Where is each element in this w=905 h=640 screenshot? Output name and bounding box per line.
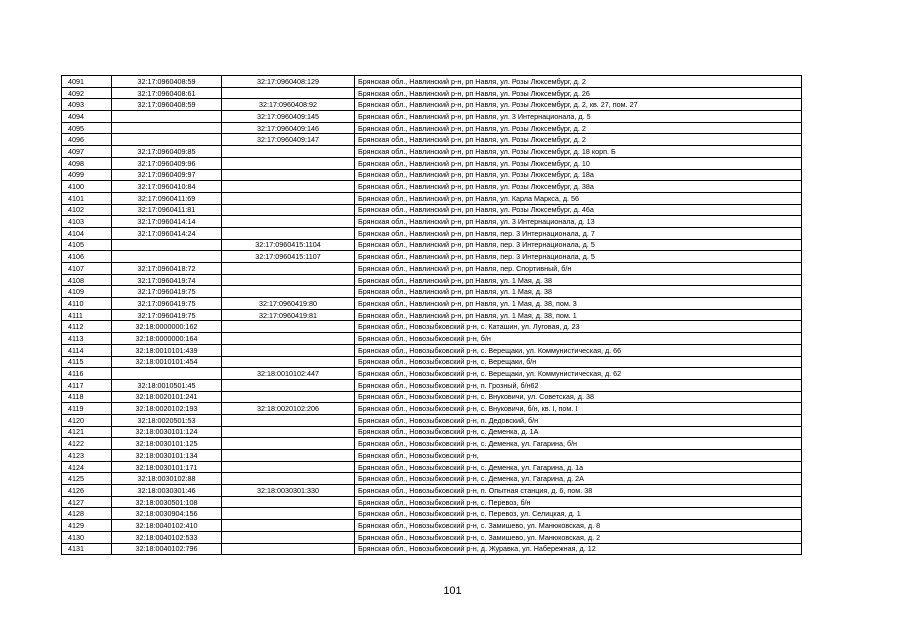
room-cadastral-number-cell bbox=[222, 263, 355, 275]
cadastral-number-cell: 32:18:0030102:88 bbox=[112, 473, 222, 485]
room-cadastral-number-cell bbox=[222, 414, 355, 426]
address-cell: Брянская обл., Новозыбковский р-н, с. Перевоз, ул. Селицкая, д. 1 bbox=[355, 508, 802, 520]
table-row bbox=[62, 157, 802, 169]
table-row bbox=[62, 344, 802, 356]
room-cadastral-number-cell: 32:17:0960419:81 bbox=[222, 309, 355, 321]
cadastral-number-cell: 32:17:0960419:75 bbox=[112, 298, 222, 310]
registry-table bbox=[61, 75, 802, 555]
cadastral-number-cell bbox=[112, 251, 222, 263]
room-cadastral-number-cell bbox=[222, 169, 355, 181]
address-cell: Брянская обл., Навлинский р-н, рп Навля, ул. 1 Мая, д. 38 bbox=[355, 274, 802, 286]
cadastral-number-cell: 32:18:0020102:193 bbox=[112, 403, 222, 415]
room-cadastral-number-cell bbox=[222, 321, 355, 333]
address-cell: Брянская обл., Навлинский р-н, рп Навля, пер. 3 Интернационала, д. 7 bbox=[355, 227, 802, 239]
address-cell: Брянская обл., Новозыбковский р-н, д. Журавка, ул. Набережная, д. 12 bbox=[355, 543, 802, 555]
room-cadastral-number-cell: 32:17:0960419:80 bbox=[222, 298, 355, 310]
room-cadastral-number-cell bbox=[222, 146, 355, 158]
cadastral-number-cell bbox=[112, 122, 222, 134]
table-row bbox=[62, 227, 802, 239]
table-row bbox=[62, 111, 802, 123]
room-cadastral-number-cell: 32:17:0960408:92 bbox=[222, 99, 355, 111]
row-number-cell: 4125 bbox=[62, 473, 112, 485]
table-row bbox=[62, 473, 802, 485]
row-number-cell: 4129 bbox=[62, 520, 112, 532]
cadastral-number-cell: 32:18:0000000:162 bbox=[112, 321, 222, 333]
row-number-cell: 4115 bbox=[62, 356, 112, 368]
address-cell: Брянская обл., Навлинский р-н, рп Навля, ул. Розы Люксембург, д. 2 bbox=[355, 134, 802, 146]
table-row bbox=[62, 169, 802, 181]
row-number-cell: 4091 bbox=[62, 76, 112, 88]
row-number-cell: 4128 bbox=[62, 508, 112, 520]
address-cell: Брянская обл., Новозыбковский р-н, с. Верещаки, б/н bbox=[355, 356, 802, 368]
cadastral-number-cell bbox=[112, 134, 222, 146]
cadastral-number-cell: 32:17:0960411:69 bbox=[112, 192, 222, 204]
room-cadastral-number-cell bbox=[222, 450, 355, 462]
cadastral-number-cell: 32:17:0960408:59 bbox=[112, 99, 222, 111]
table-row bbox=[62, 368, 802, 380]
table-row bbox=[62, 263, 802, 275]
row-number-cell: 4116 bbox=[62, 368, 112, 380]
table-row bbox=[62, 134, 802, 146]
row-number-cell: 4099 bbox=[62, 169, 112, 181]
address-cell: Брянская обл., Навлинский р-н, рп Навля, пер. 3 Интернационала, д. 5 bbox=[355, 239, 802, 251]
table-row bbox=[62, 438, 802, 450]
address-cell: Брянская обл., Новозыбковский р-н, bbox=[355, 450, 802, 462]
table-row bbox=[62, 87, 802, 99]
row-number-cell: 4101 bbox=[62, 192, 112, 204]
address-cell: Брянская обл., Навлинский р-н, рп Навля, ул. Карла Маркса, д. 56 bbox=[355, 192, 802, 204]
room-cadastral-number-cell bbox=[222, 286, 355, 298]
address-cell: Брянская обл., Навлинский р-н, рп Навля, пер. Спортивный, б/н bbox=[355, 263, 802, 275]
room-cadastral-number-cell: 32:17:0960409:146 bbox=[222, 122, 355, 134]
cadastral-number-cell bbox=[112, 239, 222, 251]
row-number-cell: 4100 bbox=[62, 181, 112, 193]
address-cell: Брянская обл., Навлинский р-н, рп Навля, ул. 1 Мая, д. 38, пом. 3 bbox=[355, 298, 802, 310]
table-row bbox=[62, 321, 802, 333]
table-row bbox=[62, 508, 802, 520]
address-cell: Брянская обл., Навлинский р-н, рп Навля, ул. Розы Люксембург, д. 38а bbox=[355, 181, 802, 193]
table-row bbox=[62, 274, 802, 286]
address-cell: Брянская обл., Навлинский р-н, рп Навля, ул. Розы Люксембург, д. 2, кв. 27, пом. 27 bbox=[355, 99, 802, 111]
table-row bbox=[62, 204, 802, 216]
address-cell: Брянская обл., Новозыбковский р-н, с. Верещаки, ул. Коммунистическая, д. 66 bbox=[355, 344, 802, 356]
room-cadastral-number-cell bbox=[222, 181, 355, 193]
room-cadastral-number-cell bbox=[222, 473, 355, 485]
row-number-cell: 4108 bbox=[62, 274, 112, 286]
room-cadastral-number-cell bbox=[222, 344, 355, 356]
room-cadastral-number-cell bbox=[222, 426, 355, 438]
cadastral-number-cell: 32:17:0960419:75 bbox=[112, 309, 222, 321]
table-row bbox=[62, 333, 802, 345]
cadastral-number-cell: 32:18:0030101:124 bbox=[112, 426, 222, 438]
table-row bbox=[62, 251, 802, 263]
address-cell: Брянская обл., Новозыбковский р-н, с. Внуковичи, ул. Советская, д. 38 bbox=[355, 391, 802, 403]
table-row bbox=[62, 298, 802, 310]
cadastral-number-cell: 32:18:0020501:53 bbox=[112, 414, 222, 426]
cadastral-number-cell: 32:17:0960408:59 bbox=[112, 76, 222, 88]
row-number-cell: 4130 bbox=[62, 531, 112, 543]
room-cadastral-number-cell: 32:18:0020102:206 bbox=[222, 403, 355, 415]
row-number-cell: 4098 bbox=[62, 157, 112, 169]
address-cell: Брянская обл., Новозыбковский р-н, с. Деменка, ул. Гагарина, б/н bbox=[355, 438, 802, 450]
cadastral-number-cell: 32:18:0040102:410 bbox=[112, 520, 222, 532]
room-cadastral-number-cell bbox=[222, 356, 355, 368]
table-row bbox=[62, 286, 802, 298]
cadastral-number-cell: 32:17:0960409:85 bbox=[112, 146, 222, 158]
row-number-cell: 4114 bbox=[62, 344, 112, 356]
room-cadastral-number-cell bbox=[222, 216, 355, 228]
cadastral-number-cell: 32:17:0960418:72 bbox=[112, 263, 222, 275]
room-cadastral-number-cell bbox=[222, 461, 355, 473]
room-cadastral-number-cell bbox=[222, 157, 355, 169]
row-number-cell: 4103 bbox=[62, 216, 112, 228]
row-number-cell: 4095 bbox=[62, 122, 112, 134]
room-cadastral-number-cell bbox=[222, 227, 355, 239]
room-cadastral-number-cell: 32:18:0030301:330 bbox=[222, 485, 355, 497]
table-row bbox=[62, 181, 802, 193]
row-number-cell: 4122 bbox=[62, 438, 112, 450]
cadastral-number-cell: 32:17:0960409:97 bbox=[112, 169, 222, 181]
room-cadastral-number-cell bbox=[222, 543, 355, 555]
room-cadastral-number-cell bbox=[222, 192, 355, 204]
row-number-cell: 4092 bbox=[62, 87, 112, 99]
row-number-cell: 4124 bbox=[62, 461, 112, 473]
room-cadastral-number-cell bbox=[222, 508, 355, 520]
table-row bbox=[62, 426, 802, 438]
address-cell: Брянская обл., Навлинский р-н, рп Навля, ул. 3 Интернационала, д. 5 bbox=[355, 111, 802, 123]
cadastral-number-cell: 32:18:0040102:533 bbox=[112, 531, 222, 543]
cadastral-number-cell: 32:18:0030101:125 bbox=[112, 438, 222, 450]
row-number-cell: 4102 bbox=[62, 204, 112, 216]
row-number-cell: 4097 bbox=[62, 146, 112, 158]
address-cell: Брянская обл., Навлинский р-н, рп Навля, ул. Розы Люксембург, д. 18а bbox=[355, 169, 802, 181]
table-row bbox=[62, 450, 802, 462]
row-number-cell: 4094 bbox=[62, 111, 112, 123]
room-cadastral-number-cell bbox=[222, 496, 355, 508]
room-cadastral-number-cell: 32:17:0960409:145 bbox=[222, 111, 355, 123]
cadastral-number-cell: 32:18:0010101:454 bbox=[112, 356, 222, 368]
table-row bbox=[62, 391, 802, 403]
row-number-cell: 4104 bbox=[62, 227, 112, 239]
table-row bbox=[62, 414, 802, 426]
row-number-cell: 4121 bbox=[62, 426, 112, 438]
row-number-cell: 4123 bbox=[62, 450, 112, 462]
cadastral-number-cell: 32:17:0960411:81 bbox=[112, 204, 222, 216]
room-cadastral-number-cell bbox=[222, 333, 355, 345]
room-cadastral-number-cell: 32:17:0960408:129 bbox=[222, 76, 355, 88]
address-cell: Брянская обл., Новозыбковский р-н, п. Дедовский, б/н bbox=[355, 414, 802, 426]
page-number: 101 bbox=[443, 585, 462, 597]
room-cadastral-number-cell bbox=[222, 438, 355, 450]
address-cell: Брянская обл., Новозыбковский р-н, с. Деменка, д. 1А bbox=[355, 426, 802, 438]
cadastral-number-cell: 32:18:0030301:46 bbox=[112, 485, 222, 497]
table-row bbox=[62, 520, 802, 532]
address-cell: Брянская обл., Навлинский р-н, рп Навля, ул. Розы Люксембург, д. 2 bbox=[355, 122, 802, 134]
row-number-cell: 4112 bbox=[62, 321, 112, 333]
cadastral-number-cell: 32:18:0030904:156 bbox=[112, 508, 222, 520]
cadastral-number-cell: 32:18:0000000:164 bbox=[112, 333, 222, 345]
address-cell: Брянская обл., Новозыбковский р-н, с. Деменка, ул. Гагарина, д. 1а bbox=[355, 461, 802, 473]
address-cell: Брянская обл., Навлинский р-н, рп Навля, ул. 3 Интернационала, д. 13 bbox=[355, 216, 802, 228]
row-number-cell: 4110 bbox=[62, 298, 112, 310]
row-number-cell: 4109 bbox=[62, 286, 112, 298]
table-row bbox=[62, 309, 802, 321]
table-row bbox=[62, 356, 802, 368]
table-row bbox=[62, 192, 802, 204]
table-row bbox=[62, 99, 802, 111]
address-cell: Брянская обл., Навлинский р-н, рп Навля, ул. Розы Люксембург, д. 10 bbox=[355, 157, 802, 169]
address-cell: Брянская обл., Новозыбковский р-н, с. Внуковичи, б/н, кв. I, пом. I bbox=[355, 403, 802, 415]
table-row bbox=[62, 543, 802, 555]
room-cadastral-number-cell bbox=[222, 379, 355, 391]
room-cadastral-number-cell: 32:17:0960409:147 bbox=[222, 134, 355, 146]
table-row bbox=[62, 379, 802, 391]
table-row bbox=[62, 146, 802, 158]
address-cell: Брянская обл., Новозыбковский р-н, с. Каташин, ул. Луговая, д. 23 bbox=[355, 321, 802, 333]
cadastral-number-cell: 32:18:0010101:439 bbox=[112, 344, 222, 356]
row-number-cell: 4118 bbox=[62, 391, 112, 403]
row-number-cell: 4117 bbox=[62, 379, 112, 391]
address-cell: Брянская обл., Новозыбковский р-н, с. Перевоз, б/н bbox=[355, 496, 802, 508]
address-cell: Брянская обл., Новозыбковский р-н, с. Верещаки, ул. Коммунистическая, д. 62 bbox=[355, 368, 802, 380]
table-row bbox=[62, 76, 802, 88]
room-cadastral-number-cell bbox=[222, 204, 355, 216]
cadastral-number-cell: 32:17:0960414:24 bbox=[112, 227, 222, 239]
room-cadastral-number-cell bbox=[222, 87, 355, 99]
address-cell: Брянская обл., Навлинский р-н, рп Навля, ул. Розы Люксембург, д. 26 bbox=[355, 87, 802, 99]
row-number-cell: 4113 bbox=[62, 333, 112, 345]
row-number-cell: 4120 bbox=[62, 414, 112, 426]
row-number-cell: 4127 bbox=[62, 496, 112, 508]
row-number-cell: 4096 bbox=[62, 134, 112, 146]
row-number-cell: 4106 bbox=[62, 251, 112, 263]
address-cell: Брянская обл., Навлинский р-н, рп Навля, пер. 3 Интернационала, д. 5 bbox=[355, 251, 802, 263]
address-cell: Брянская обл., Новозыбковский р-н, с. Деменка, ул. Гагарина, д. 2А bbox=[355, 473, 802, 485]
cadastral-number-cell: 32:17:0960409:96 bbox=[112, 157, 222, 169]
address-cell: Брянская обл., Новозыбковский р-н, б/н bbox=[355, 333, 802, 345]
room-cadastral-number-cell: 32:18:0010102:447 bbox=[222, 368, 355, 380]
room-cadastral-number-cell bbox=[222, 531, 355, 543]
address-cell: Брянская обл., Новозыбковский р-н, п. Грозный, б/н62 bbox=[355, 379, 802, 391]
cadastral-number-cell bbox=[112, 111, 222, 123]
address-cell: Брянская обл., Новозыбковский р-н, п. Опытная станция, д. 6, пом. 38 bbox=[355, 485, 802, 497]
row-number-cell: 4126 bbox=[62, 485, 112, 497]
cadastral-number-cell: 32:18:0030101:171 bbox=[112, 461, 222, 473]
cadastral-number-cell: 32:18:0020101:241 bbox=[112, 391, 222, 403]
row-number-cell: 4119 bbox=[62, 403, 112, 415]
cadastral-number-cell: 32:18:0030501:108 bbox=[112, 496, 222, 508]
cadastral-number-cell: 32:17:0960419:75 bbox=[112, 286, 222, 298]
room-cadastral-number-cell bbox=[222, 391, 355, 403]
room-cadastral-number-cell bbox=[222, 274, 355, 286]
address-cell: Брянская обл., Навлинский р-н, рп Навля, ул. Розы Люксембург, д. 18 корп. Б bbox=[355, 146, 802, 158]
table-row bbox=[62, 461, 802, 473]
cadastral-number-cell: 32:17:0960419:74 bbox=[112, 274, 222, 286]
table-row bbox=[62, 122, 802, 134]
table-row bbox=[62, 239, 802, 251]
table-row bbox=[62, 403, 802, 415]
address-cell: Брянская обл., Навлинский р-н, рп Навля, ул. Розы Люксембург, д. 2 bbox=[355, 76, 802, 88]
address-cell: Брянская обл., Новозыбковский р-н, с. Замишево, ул. Манюковская, д. 8 bbox=[355, 520, 802, 532]
address-cell: Брянская обл., Навлинский р-н, рп Навля, ул. 1 Мая, д. 38, пом. 1 bbox=[355, 309, 802, 321]
registry-table-body bbox=[62, 76, 802, 555]
address-cell: Брянская обл., Навлинский р-н, рп Навля, ул. Розы Люксембург, д. 46а bbox=[355, 204, 802, 216]
table-row bbox=[62, 485, 802, 497]
room-cadastral-number-cell bbox=[222, 520, 355, 532]
table-row bbox=[62, 531, 802, 543]
row-number-cell: 4105 bbox=[62, 239, 112, 251]
cadastral-number-cell: 32:17:0960408:61 bbox=[112, 87, 222, 99]
table-row bbox=[62, 216, 802, 228]
room-cadastral-number-cell: 32:17:0960415:1104 bbox=[222, 239, 355, 251]
row-number-cell: 4111 bbox=[62, 309, 112, 321]
row-number-cell: 4093 bbox=[62, 99, 112, 111]
cadastral-number-cell: 32:18:0010501:45 bbox=[112, 379, 222, 391]
cadastral-number-cell: 32:18:0040102:796 bbox=[112, 543, 222, 555]
cadastral-number-cell: 32:18:0030101:134 bbox=[112, 450, 222, 462]
cadastral-number-cell: 32:17:0960410:84 bbox=[112, 181, 222, 193]
table-row bbox=[62, 496, 802, 508]
room-cadastral-number-cell: 32:17:0960415:1107 bbox=[222, 251, 355, 263]
address-cell: Брянская обл., Новозыбковский р-н, с. Замишево, ул. Манюковская, д. 2 bbox=[355, 531, 802, 543]
row-number-cell: 4131 bbox=[62, 543, 112, 555]
row-number-cell: 4107 bbox=[62, 263, 112, 275]
cadastral-number-cell bbox=[112, 368, 222, 380]
address-cell: Брянская обл., Навлинский р-н, рп Навля, ул. 1 Мая, д. 38 bbox=[355, 286, 802, 298]
cadastral-number-cell: 32:17:0960414:14 bbox=[112, 216, 222, 228]
